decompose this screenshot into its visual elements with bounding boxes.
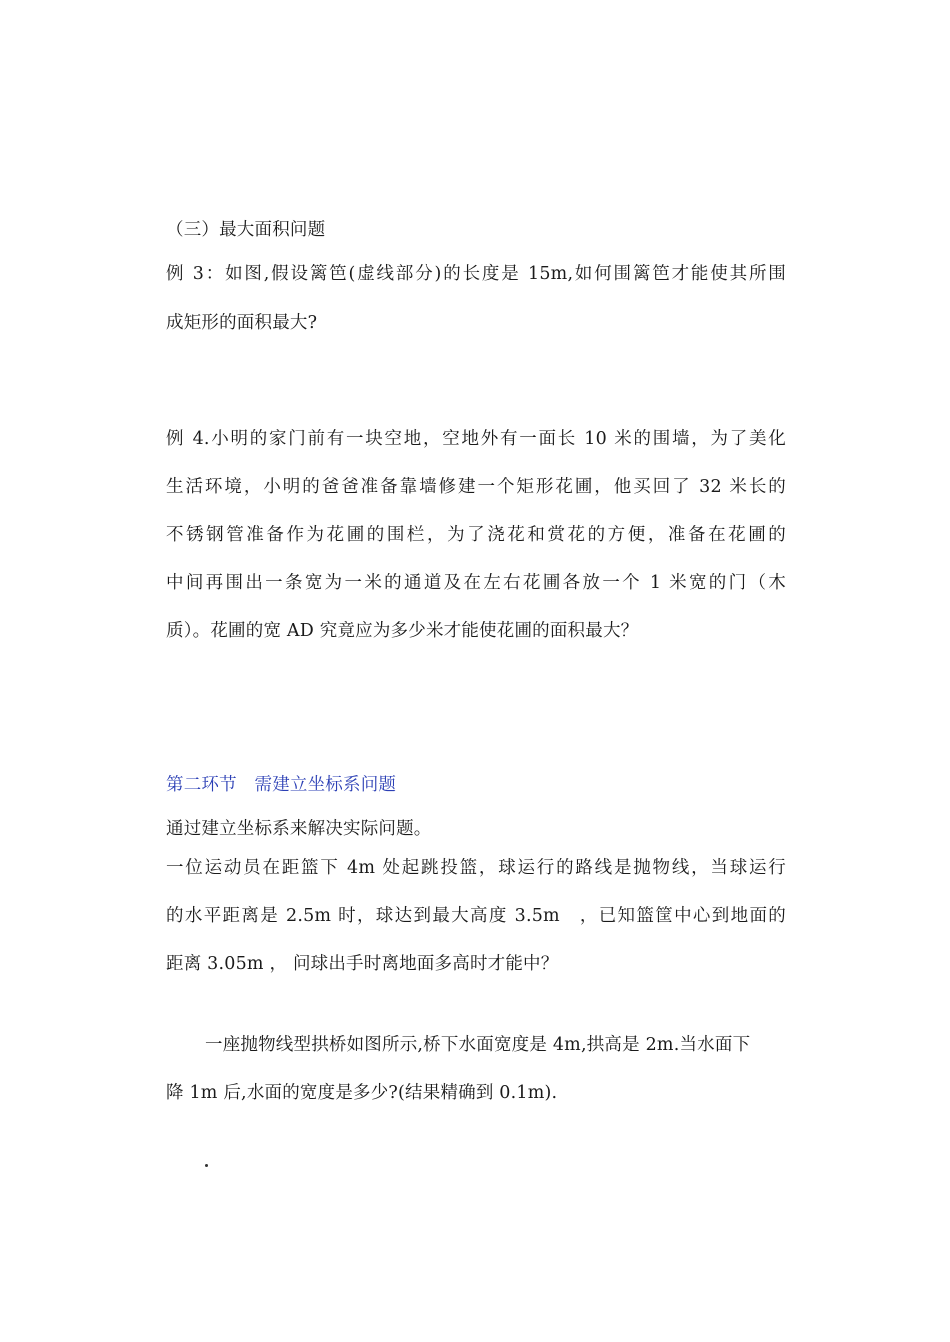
example4-line3: 不锈钢管准备作为花圃的围栏，为了浇花和赏花的方便，准备在花圃的 xyxy=(166,525,786,545)
problem1-line2: 的水平距离是 2.5m 时，球达到最大高度 3.5m ，已知篮筐中心到地面的 xyxy=(166,906,786,926)
problem1-line3: 距离 3.05m ， 问球出手时离地面多高时才能中？ xyxy=(166,954,559,974)
section-heading-coordinate: 第二环节 需建立坐标系问题 xyxy=(166,775,397,795)
section2-intro: 通过建立坐标系来解决实际问题。 xyxy=(166,819,432,839)
example4-line5: 质）。花圃的宽 AD 究竟应为多少米才能使花圃的面积最大？ xyxy=(166,621,639,641)
example3-line2: 成矩形的面积最大? xyxy=(166,313,318,333)
example4-line1: 例 4.小明的家门前有一块空地，空地外有一面长 10 米的围墙，为了美化 xyxy=(166,429,786,449)
example4-line4: 中间再围出一条宽为一米的通道及在左右花圃各放一个 1 米宽的门（木 xyxy=(166,573,786,593)
section-heading-max-area: （三）最大面积问题 xyxy=(166,220,326,240)
problem1-line1: 一位运动员在距篮下 4m 处起跳投篮，球运行的路线是抛物线，当球运行 xyxy=(166,858,786,878)
problem2-line2: 降 1m 后,水面的宽度是多少?(结果精确到 0.1m). xyxy=(166,1083,558,1103)
example4-line2: 生活环境，小明的爸爸准备靠墙修建一个矩形花圃，他买回了 32 米长的 xyxy=(166,477,786,497)
stray-dot xyxy=(205,1164,208,1167)
example3-line1: 例 3：如图,假设篱笆(虚线部分)的长度是 15m,如何围篱笆才能使其所围 xyxy=(166,264,786,284)
problem2-line1: 一座抛物线型拱桥如图所示,桥下水面宽度是 4m,拱高是 2m.当水面下 xyxy=(205,1035,751,1055)
